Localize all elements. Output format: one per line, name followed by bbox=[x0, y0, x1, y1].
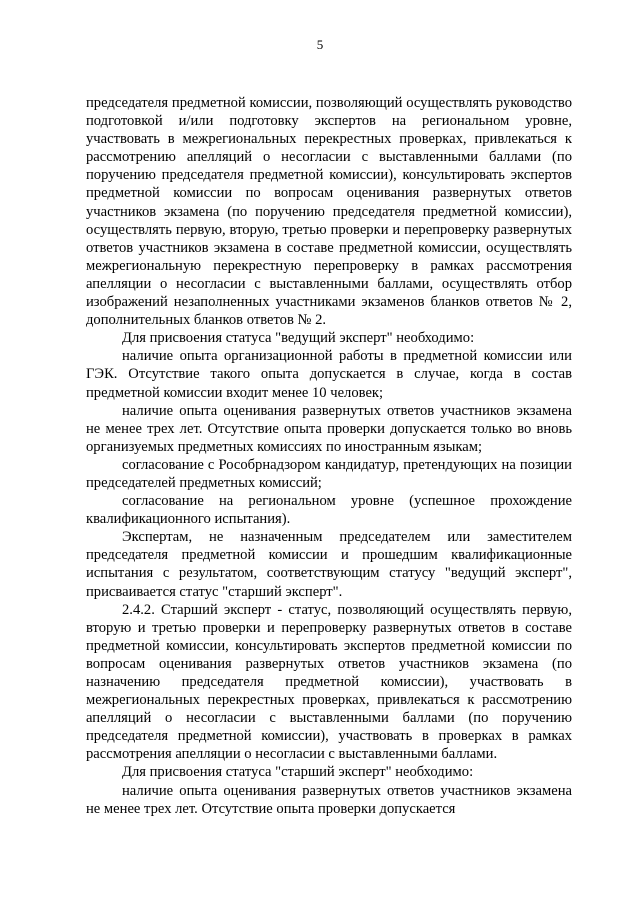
paragraph-senior-lead-continuation: председателя предметной комиссии, позволяющий осуществлять руководство подготовкой и/или подготовку экспертов на региональном уровне, участвовать в межрегиональных перекрестных проверках, привлекаться к рассмотрению апелляций о несогласии с выставленными баллами (по поручению председателя предметной комиссии), консультировать экспертов предметной комиссии по вопросам оценивания развернутых ответов участников экзамена (по поручению председателя предметной комиссии), осуществлять первую, вторую, третью проверки и перепроверку развернутых ответов участников экзамена в составе предметной комиссии, осуществлять межрегиональную перекрестную перепроверку в рамках рассмотрения апелляции о несогласии с выставленными баллами, осуществлять отбор изображений незаполненных участниками экзаменов бланков ответов № 2, дополнительных бланков ответов № 2. bbox=[86, 95, 572, 329]
document-body bbox=[86, 94, 572, 818]
page-number: 5 bbox=[316, 37, 324, 52]
paragraph-lead-expert-requirements-intro: Для присвоения статуса "ведущий эксперт" необходимо: bbox=[122, 330, 475, 347]
paragraph-section-2-4-2: 2.4.2. Старший эксперт - статус, позволяющий осуществлять первую, вторую и третью проверки и перепроверку развернутых ответов в составе предметной комиссии, консультировать экспертов предметной комиссии по вопросам оценивания развернутых ответов участников экзамена (по назначению председателя предметной комиссии), участвовать в межрегиональных перекрестных проверках, привлекаться к рассмотрению апелляций о несогласии с выставленными баллами (по поручению председателя предметной комиссии), участвовать в проверках в рамках рассмотрения апелляции о несогласии с выставленными баллами. bbox=[86, 601, 572, 763]
paragraph-senior-expert-assignment: Экспертам, не назначенным председателем или заместителем председателя предметной комиссии и прошедшим квалификационные испытания с результатом, соответствующим статусу "ведущий эксперт", присваивается статус "старший эксперт". bbox=[86, 529, 572, 600]
paragraph-senior-requirement-evaluation-experience: наличие опыта оценивания развернутых ответов участников экзамена не менее трех лет. Отсутствие опыта проверки допускается bbox=[86, 782, 572, 817]
paragraph-senior-expert-requirements-intro: Для присвоения статуса "старший эксперт" необходимо: bbox=[122, 764, 474, 781]
paragraph-requirement-rosobrnadzor-approval: согласование с Рособрнадзором кандидатур, претендующих на позиции председателей предметных комиссий; bbox=[86, 456, 572, 491]
paragraph-requirement-evaluation-experience: наличие опыта оценивания развернутых ответов участников экзамена не менее трех лет. Отсутствие опыта проверки допускается только во вновь организуемых предметных комиссиях по иностранным языкам; bbox=[86, 402, 572, 455]
paragraph-requirement-organizational-experience: наличие опыта организационной работы в предметной комиссии или ГЭК. Отсутствие такого опыта допускается в случае, когда в состав предметной комиссии входит менее 10 человек; bbox=[86, 348, 572, 401]
paragraph-requirement-regional-approval: согласование на региональном уровне (успешное прохождение квалификационного испытания). bbox=[86, 493, 572, 528]
